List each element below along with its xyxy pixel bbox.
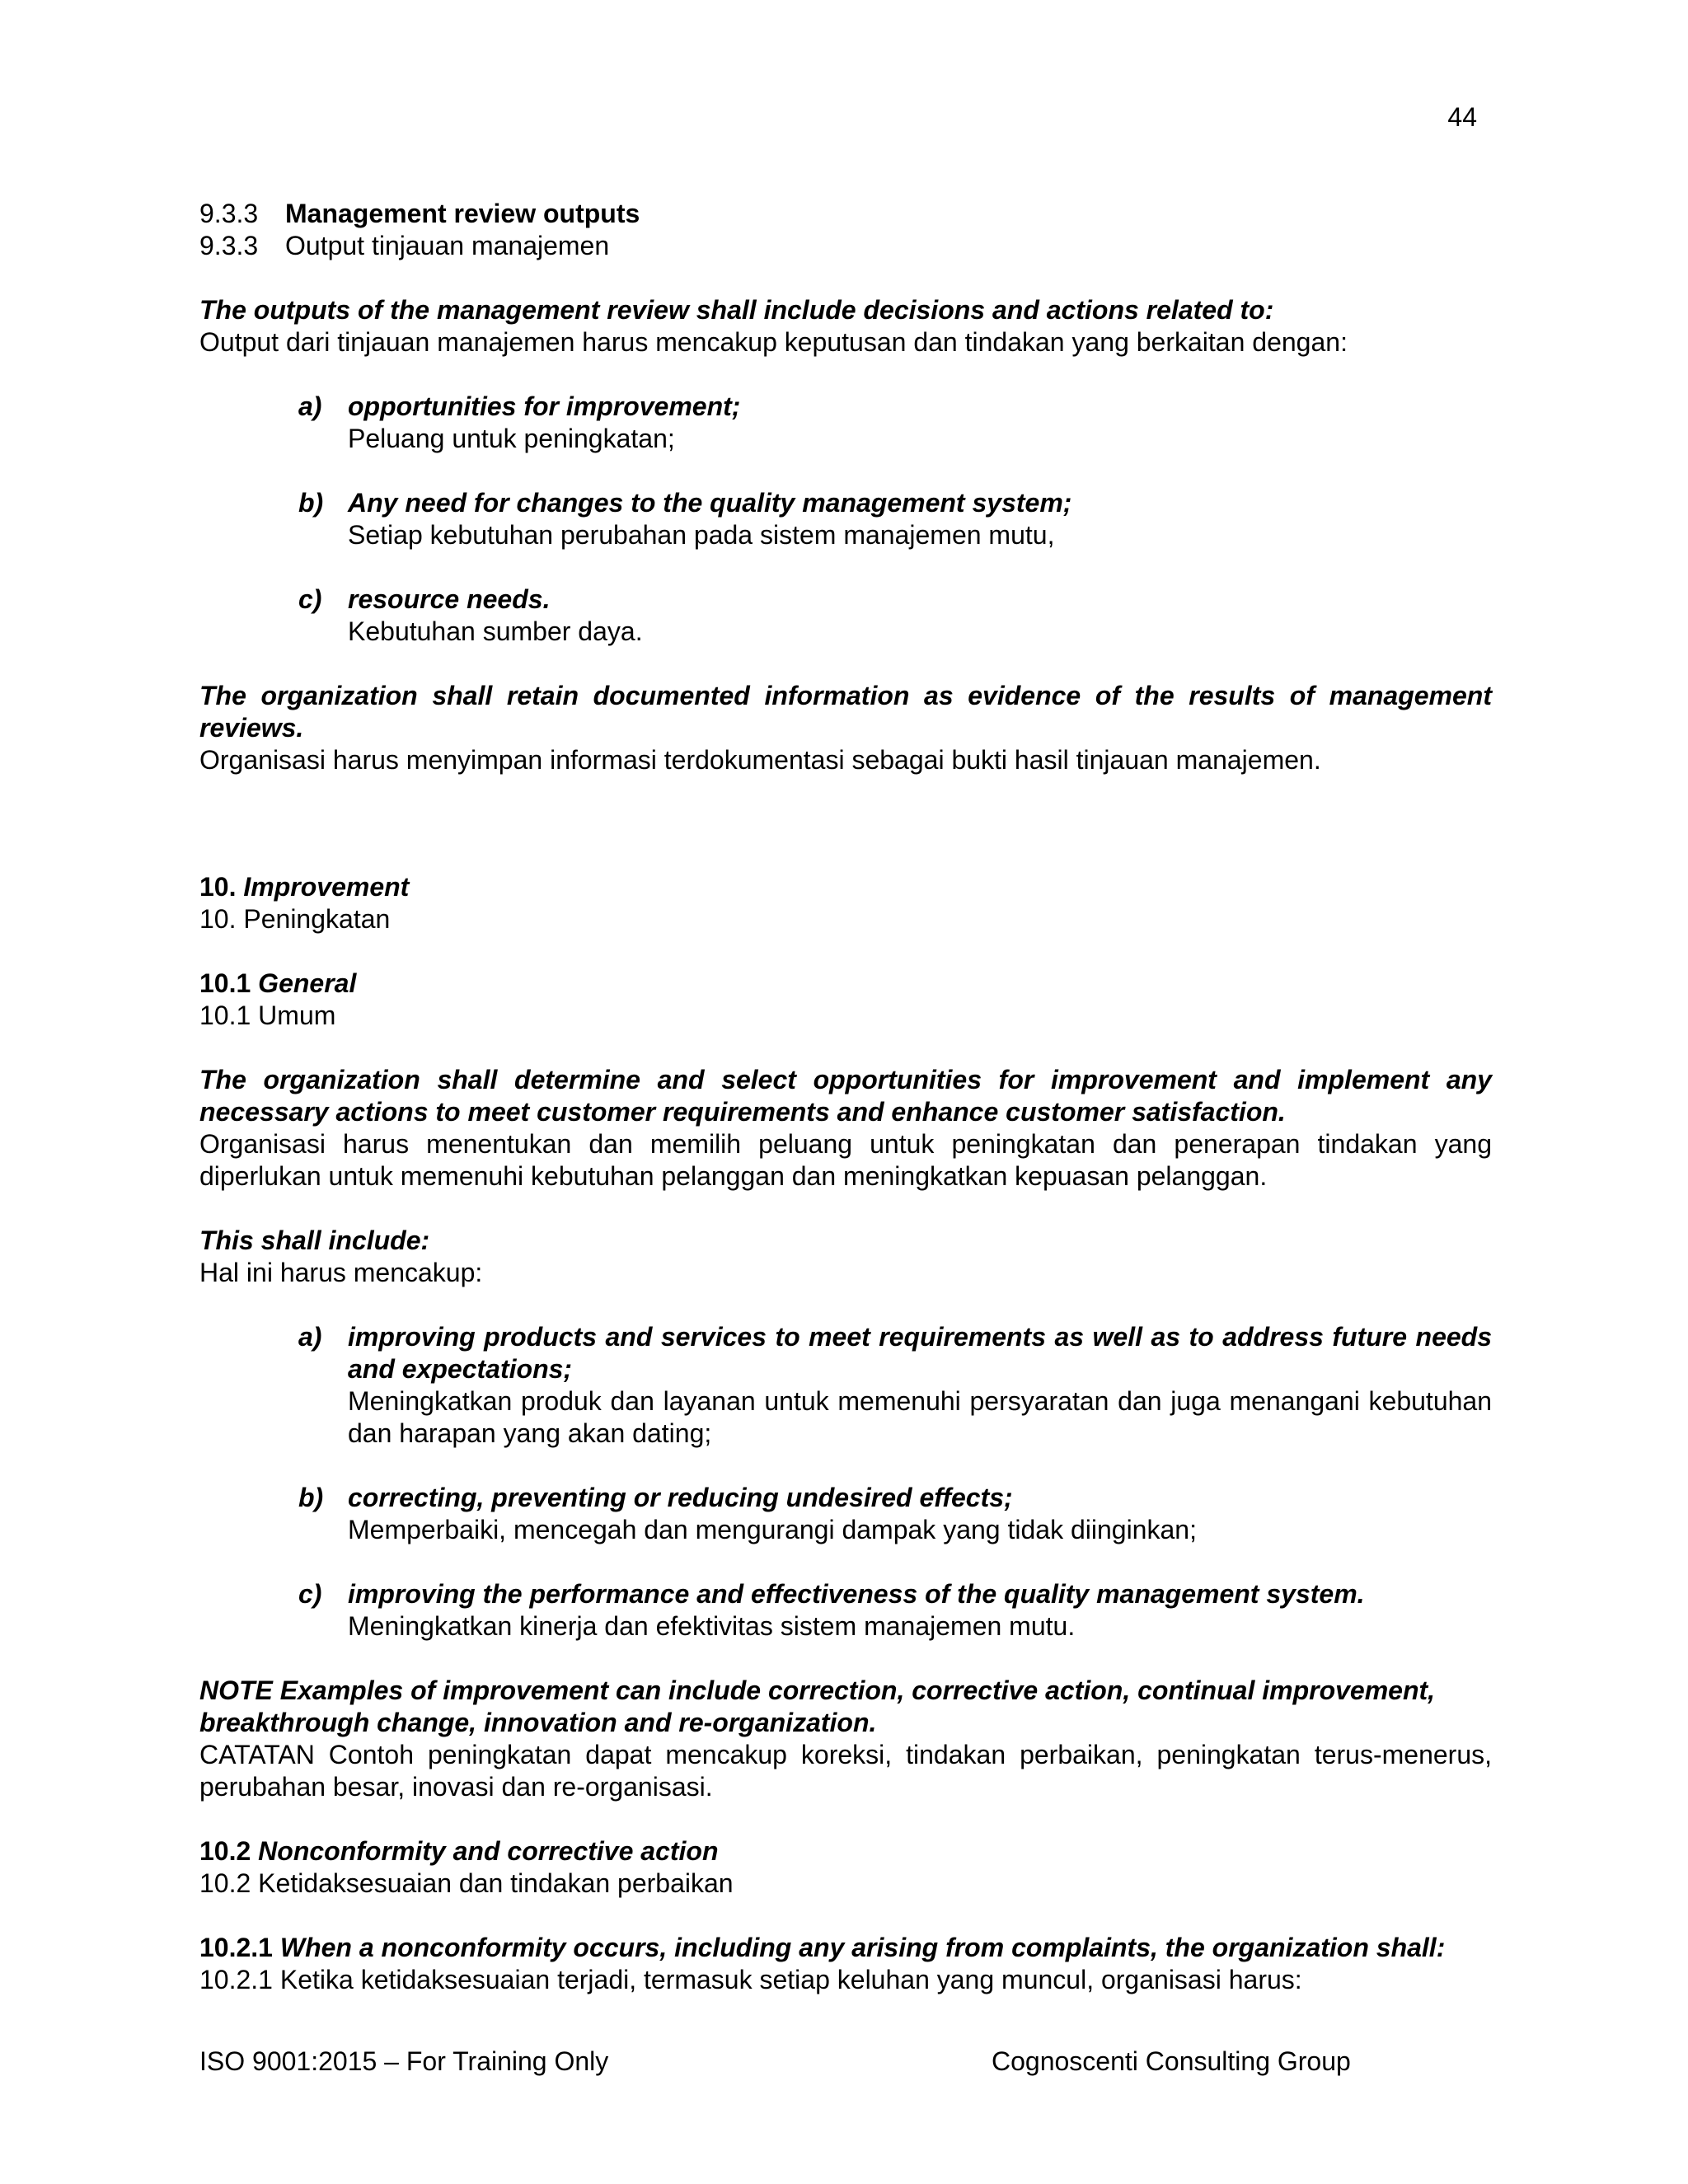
section-101-include-en: This shall include: xyxy=(199,1226,430,1255)
section-933-title-en: Management review outputs xyxy=(285,199,640,228)
list-marker: a) xyxy=(298,391,322,421)
section-101-para-en: The organization shall determine and select opportunities for improvement and implement any necessary actions to meet customer requirements and enhance customer satisfaction. xyxy=(199,1065,1492,1127)
section-1021-heading xyxy=(199,1932,1492,1964)
section-933-heading-id xyxy=(199,230,1492,262)
section-102-title-id: 10.2 Ketidaksesuaian dan tindakan perbaikan xyxy=(199,1868,734,1898)
section-933-retain-en: The organization shall retain documented information as evidence of the results of management reviews. xyxy=(199,681,1492,743)
section-933-title-id: Output tinjauan manajemen xyxy=(285,231,610,260)
footer-right: Cognoscenti Consulting Group xyxy=(992,2046,1351,2076)
list-item-en: correcting, preventing or reducing undesired effects; xyxy=(348,1483,1013,1512)
list-marker: c) xyxy=(298,584,322,614)
list-item xyxy=(199,1321,1492,1450)
section-933-intro-en: The outputs of the management review shall include decisions and actions related to: xyxy=(199,295,1274,325)
list-marker: c) xyxy=(298,1579,322,1609)
section-101-title-id: 10.1 Umum xyxy=(199,1001,336,1030)
list-item xyxy=(199,391,1492,455)
footer-left: ISO 9001:2015 – For Training Only xyxy=(199,2046,609,2076)
section-101-number: 10.1 xyxy=(199,968,251,998)
section-933-list xyxy=(199,391,1492,648)
list-item-id: Meningkatkan produk dan layanan untuk memenuhi persyaratan dan juga menangani kebutuhan dan harapan yang akan dating; xyxy=(348,1386,1492,1448)
list-item xyxy=(199,1578,1492,1643)
section-10-heading xyxy=(199,871,1492,903)
list-item xyxy=(199,1482,1492,1546)
section-933-heading xyxy=(199,198,1492,230)
section-933-retain-id: Organisasi harus menyimpan informasi terdokumentasi sebagai bukti hasil tinjauan manajemen. xyxy=(199,745,1321,775)
page-number: 44 xyxy=(1447,102,1477,132)
list-item-en: Any need for changes to the quality management system; xyxy=(348,488,1072,518)
section-102-title-en: Nonconformity and corrective action xyxy=(258,1836,719,1866)
section-933-number: 9.3.3 xyxy=(199,199,259,228)
list-marker: b) xyxy=(298,1483,324,1512)
list-item xyxy=(199,487,1492,551)
list-item-en: improving products and services to meet requirements as well as to address future needs and expectations; xyxy=(348,1322,1492,1384)
list-item xyxy=(199,583,1492,648)
section-1021-text-id: 10.2.1 Ketika ketidaksesuaian terjadi, termasuk setiap keluhan yang muncul, organisasi harus: xyxy=(199,1965,1302,1994)
section-101-para-id: Organisasi harus menentukan dan memilih peluang untuk peningkatan dan penerapan tindakan yang diperlukan untuk memenuhi kebutuhan pelanggan dan meningkatkan kepuasan pelanggan. xyxy=(199,1129,1492,1191)
section-102-heading xyxy=(199,1835,1492,1868)
list-marker: a) xyxy=(298,1322,322,1352)
list-item-id: Meningkatkan kinerja dan efektivitas sistem manajemen mutu. xyxy=(348,1611,1076,1641)
section-933-number-id: 9.3.3 xyxy=(199,231,259,260)
section-101-include-id: Hal ini harus mencakup: xyxy=(199,1258,483,1287)
section-101-note-id: CATATAN Contoh peningkatan dapat mencakup koreksi, tindakan perbaikan, peningkatan terus-menerus, perubahan besar, inovasi dan re-organisasi. xyxy=(199,1740,1492,1802)
section-101-title-en: General xyxy=(258,968,357,998)
list-item-id: Setiap kebutuhan perubahan pada sistem manajemen mutu, xyxy=(348,520,1055,550)
section-1021-text-en: When a nonconformity occurs, including any arising from complaints, the organization shall: xyxy=(279,1933,1446,1962)
section-102-number: 10.2 xyxy=(199,1836,251,1866)
list-item-id: Memperbaiki, mencegah dan mengurangi dampak yang tidak diinginkan; xyxy=(348,1515,1197,1544)
section-10-title-en: Improvement xyxy=(243,872,410,902)
list-marker: b) xyxy=(298,488,324,518)
section-10-number: 10. xyxy=(199,872,237,902)
list-item-en: resource needs. xyxy=(348,584,551,614)
document-body xyxy=(199,198,1492,1996)
section-101-list xyxy=(199,1321,1492,1643)
section-101-heading xyxy=(199,968,1492,1000)
section-933-intro-id: Output dari tinjauan manajemen harus mencakup keputusan dan tindakan yang berkaitan dengan: xyxy=(199,327,1348,357)
section-1021-number: 10.2.1 xyxy=(199,1933,273,1962)
list-item-en: improving the performance and effectiveness of the quality management system. xyxy=(348,1579,1365,1609)
list-item-en: opportunities for improvement; xyxy=(348,391,741,421)
section-10-title-id: 10. Peningkatan xyxy=(199,904,391,934)
list-item-id: Peluang untuk peningkatan; xyxy=(348,424,675,453)
section-101-note-en: NOTE Examples of improvement can include correction, corrective action, continual improvement, breakthrough change, innovation and re-organization. xyxy=(199,1675,1436,1737)
list-item-id: Kebutuhan sumber daya. xyxy=(348,616,643,646)
